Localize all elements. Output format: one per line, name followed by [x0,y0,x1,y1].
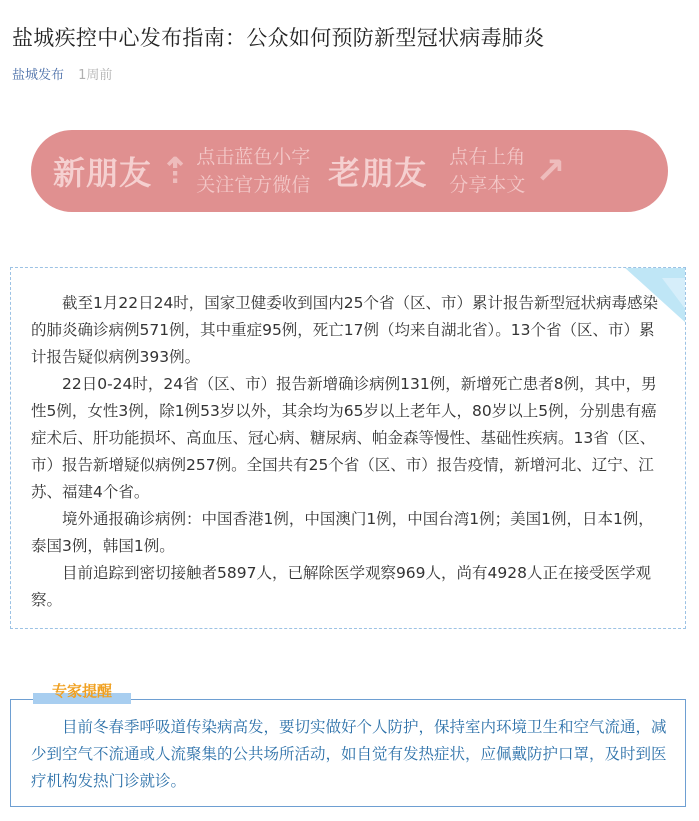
report-paragraph: 目前追踪到密切接触者5897人，已解除医学观察969人，尚有4928人正在接受医学观察。 [31,564,651,609]
corner-decoration-inner [662,278,686,310]
new-hint-line1: 点击蓝色小字 [196,146,311,168]
new-friends-label: 新朋友 [53,154,153,192]
report-paragraph: 22日0-24时，24省（区、市）报告新增确诊病例131例，新增死亡患者8例，其中，男性5例，女性3例，除1例53岁以外，其余均为65岁以上老年人，80岁以上5例，分别患有癌症术后、肝功能损坏、高血压、冠心病、糖尿病、帕金森等慢性、基础性疾病。13省（区、市）报告新增疑似病例257例。全国共有25个省（区、市）报告疫情，新增河北、辽宁、江苏、福建4个省。 [31,375,657,501]
share-arrow-icon: ↗ [535,150,566,192]
old-hint-line2: 分享本文 [449,174,526,196]
report-box [10,267,686,629]
article-title: 盐城疾控中心发布指南：公众如何预防新型冠状病毒肺炎 [12,26,545,50]
new-hint-line2: 关注官方微信 [196,174,311,196]
expert-tip-text: 目前冬春季呼吸道传染病高发，要切实做好个人防护，保持室内环境卫生和空气流通，减少到空气不流通或人流聚集的公共场所活动，如自觉有发热症状，应佩戴防护口罩，及时到医疗机构发热门诊就诊。 [31,718,667,790]
old-friends-label: 老朋友 [328,154,428,192]
article-meta [12,66,112,86]
old-hint-line1: 点右上角 [449,146,526,168]
report-paragraph: 截至1月22日24时，国家卫健委收到国内25个省（区、市）累计报告新型冠状病毒感染的肺炎确诊病例571例，其中重症95例，死亡17例（均来自湖北省）。13个省（区、市）累计报告疑似病例393例。 [31,294,659,366]
publish-time: 1周前 [78,68,113,83]
expert-tip-label: 专家提醒 [33,680,131,704]
report-paragraph: 境外通报确诊病例：中国香港1例，中国澳门1例，中国台湾1例；美国1例，日本1例，泰国3例，韩国1例。 [31,510,654,555]
expert-tip-box [10,699,686,807]
old-friends-hint [449,143,525,199]
up-arrow-icon: ⇡ [160,150,191,192]
follow-share-banner [31,130,668,212]
report-text [11,268,685,614]
source-link[interactable]: 盐城发布 [12,68,65,83]
new-friends-hint [196,143,310,199]
